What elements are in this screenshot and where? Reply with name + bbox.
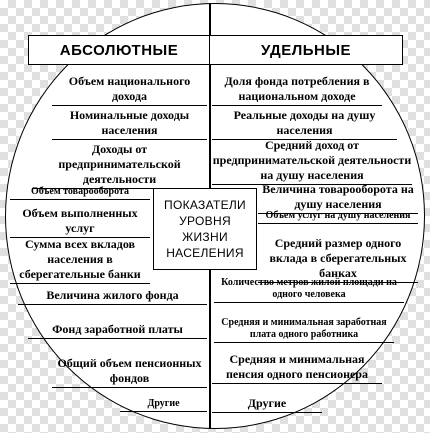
- left-item-national-income: Объем национального дохода: [52, 74, 207, 106]
- left-item-housing-stock: Величина жилого фонда: [18, 288, 207, 305]
- right-item-living-space: Количество метров жилой площади на одного человека: [214, 277, 404, 303]
- right-item-pensions: Средняя и минимальная пенсия одного пенсионера: [212, 352, 382, 384]
- right-item-real-income: Реальные доходы на душу населения: [212, 108, 397, 140]
- center-title-line1: ПОКАЗАТЕЛИ: [164, 198, 246, 212]
- center-title-line2: УРОВНЯ: [179, 214, 231, 228]
- center-title-line3: ЖИЗНИ: [182, 230, 228, 244]
- left-item-savings-deposits: Сумма всех вкладов населения в сберегательные банки: [10, 237, 150, 284]
- right-item-services-per-capita: Объем услуг на душу населения: [258, 210, 418, 224]
- left-item-services-volume: Объем выполненных услуг: [10, 206, 150, 238]
- right-item-consumption-share: Доля фонда потребления в национальном доходе: [212, 74, 382, 106]
- right-item-other: Другие: [212, 396, 322, 413]
- header-absolute: АБСОЛЮТНЫЕ: [28, 35, 210, 65]
- left-item-other: Другие: [120, 398, 207, 412]
- right-item-avg-business-income: Средний доход от предпринимательской деятельности на душу населения: [212, 138, 412, 185]
- left-item-nominal-income: Номинальные доходы населения: [52, 108, 207, 140]
- header-relative: УДЕЛЬНЫЕ: [209, 35, 403, 65]
- left-item-trade-turnover: Объем товарооборота: [10, 186, 150, 200]
- center-title-box: [153, 188, 257, 270]
- right-item-turnover-per-capita: Величина товарооборота на душу населения: [258, 182, 418, 214]
- left-item-business-income: Доходы от предпринимательской деятельности: [32, 142, 207, 189]
- center-title-line4: НАСЕЛЕНИЯ: [166, 246, 244, 260]
- right-item-avg-deposit: Средний размер одного вклада в сберегательных банках: [258, 236, 418, 283]
- right-item-wages: Средняя и минимальная заработная плата одного работника: [214, 317, 394, 343]
- left-item-pension-funds: Общий объем пенсионных фондов: [52, 356, 207, 388]
- left-item-wage-fund: Фонд заработной платы: [28, 322, 207, 339]
